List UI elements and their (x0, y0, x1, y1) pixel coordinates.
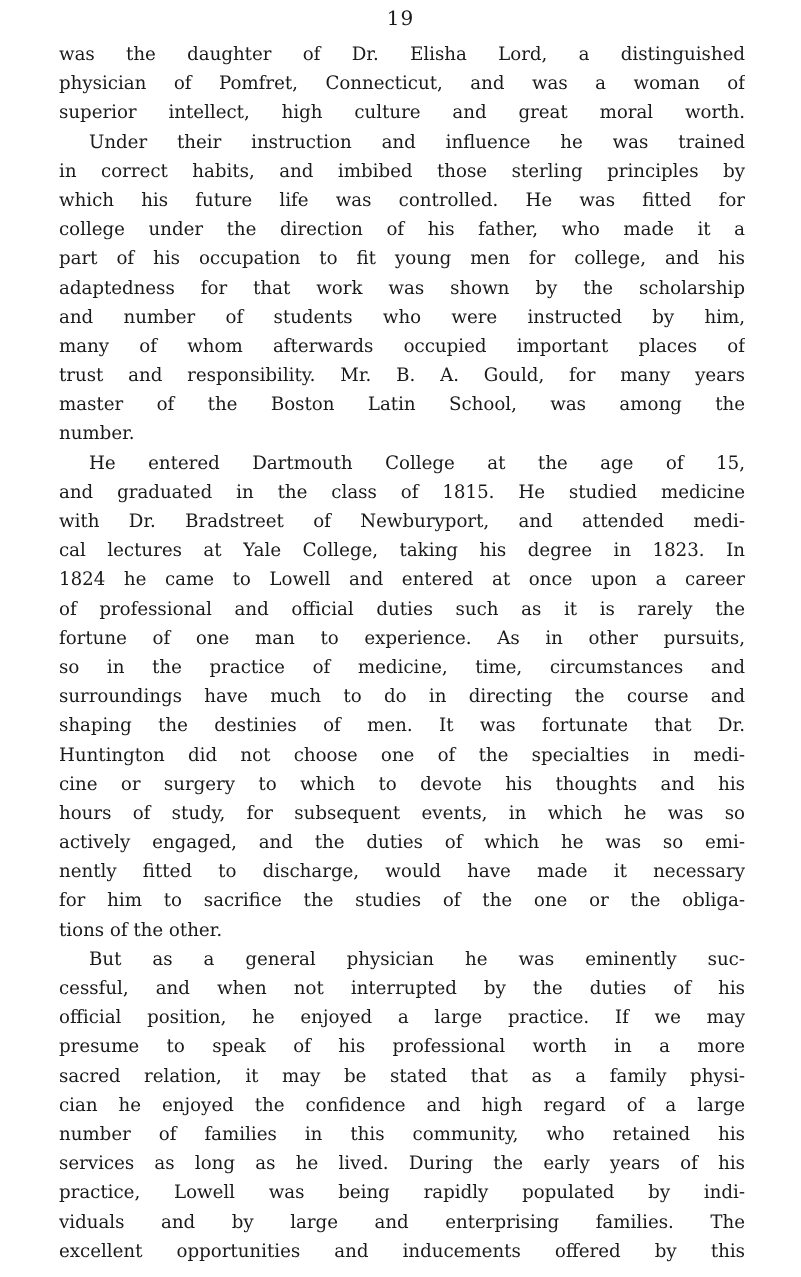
text-line: and number of students who were instructed by him, (59, 306, 745, 328)
text-line: master of the Boston Latin School, was among the (59, 394, 745, 416)
text-line: services as long as he lived. During the early years of his (59, 1153, 745, 1175)
text-line: He entered Dartmouth College at the age of 15, (89, 452, 745, 474)
text-line: sacred relation, it may be stated that as a family physi- (59, 1065, 745, 1087)
text-line: Under their instruction and influence he was trained (89, 131, 745, 153)
text-line: 1824 he came to Lowell and entered at once upon a career (59, 569, 745, 591)
text-line: nently fitted to discharge, would have made it necessary (59, 861, 745, 883)
text-line: viduals and by large and enterprising families. The (59, 1211, 745, 1233)
text-line: hours of study, for subsequent events, in which he was so (59, 802, 745, 824)
text-line: tions of the other. (59, 919, 223, 941)
text-line: official position, he enjoyed a large practice. If we may (59, 1007, 745, 1029)
text-line: superior intellect, high culture and great moral worth. (59, 102, 745, 124)
text-line: shaping the destinies of men. It was fortunate that Dr. (59, 715, 745, 737)
text-line: adaptedness for that work was shown by the scholarship (59, 277, 745, 299)
text-line: trust and responsibility. Mr. B. A. Gould, for many years (59, 365, 745, 387)
text-line: cal lectures at Yale College, taking his degree in 1823. In (59, 540, 745, 562)
text-line: of professional and official duties such as it is rarely the (59, 598, 745, 620)
text-line: excellent opportunities and inducements offered by this (59, 1240, 745, 1262)
text-line: Huntington did not choose one of the specialties in medi- (59, 744, 745, 766)
text-line: was the daughter of Dr. Elisha Lord, a distinguished (59, 44, 745, 65)
text-line: number of families in this community, who retained his (59, 1123, 745, 1145)
page-number: 19 (386, 6, 415, 30)
text-line: presume to speak of his professional worth in a more (59, 1036, 745, 1058)
text-line: college under the direction of his father, who made it a (59, 219, 745, 241)
text-line: part of his occupation to fit young men for college, and his (59, 248, 745, 270)
text-line: cian he enjoyed the confidence and high regard of a large (59, 1094, 745, 1116)
text-line: cine or surgery to which to devote his thoughts and his (59, 773, 745, 795)
text-line: in correct habits, and imbibed those sterling principles by (59, 160, 745, 182)
text-line: surroundings have much to do in directing the course and (59, 686, 745, 708)
body-text (59, 40, 745, 1266)
text-line: for him to sacrifice the studies of the one or the obliga- (59, 890, 745, 912)
text-line: and graduated in the class of 1815. He studied medicine (59, 481, 745, 503)
text-line: practice, Lowell was being rapidly populated by indi- (59, 1182, 745, 1204)
text-line: with Dr. Bradstreet of Newburyport, and attended medi- (59, 511, 745, 532)
text-line: But as a general physician he was eminently suc- (89, 948, 745, 970)
text-line: actively engaged, and the duties of which he was so emi- (59, 832, 745, 854)
text-line: so in the practice of medicine, time, circumstances and (59, 656, 745, 678)
text-line: cessful, and when not interrupted by the duties of his (59, 978, 745, 999)
text-line: number. (59, 423, 135, 445)
text-line: which his future life was controlled. He was fitted for (59, 189, 745, 211)
text-line: fortune of one man to experience. As in other pursuits, (59, 627, 745, 649)
text-line: many of whom afterwards occupied important places of (59, 335, 745, 357)
text-line: physician of Pomfret, Connecticut, and was a woman of (59, 73, 745, 95)
